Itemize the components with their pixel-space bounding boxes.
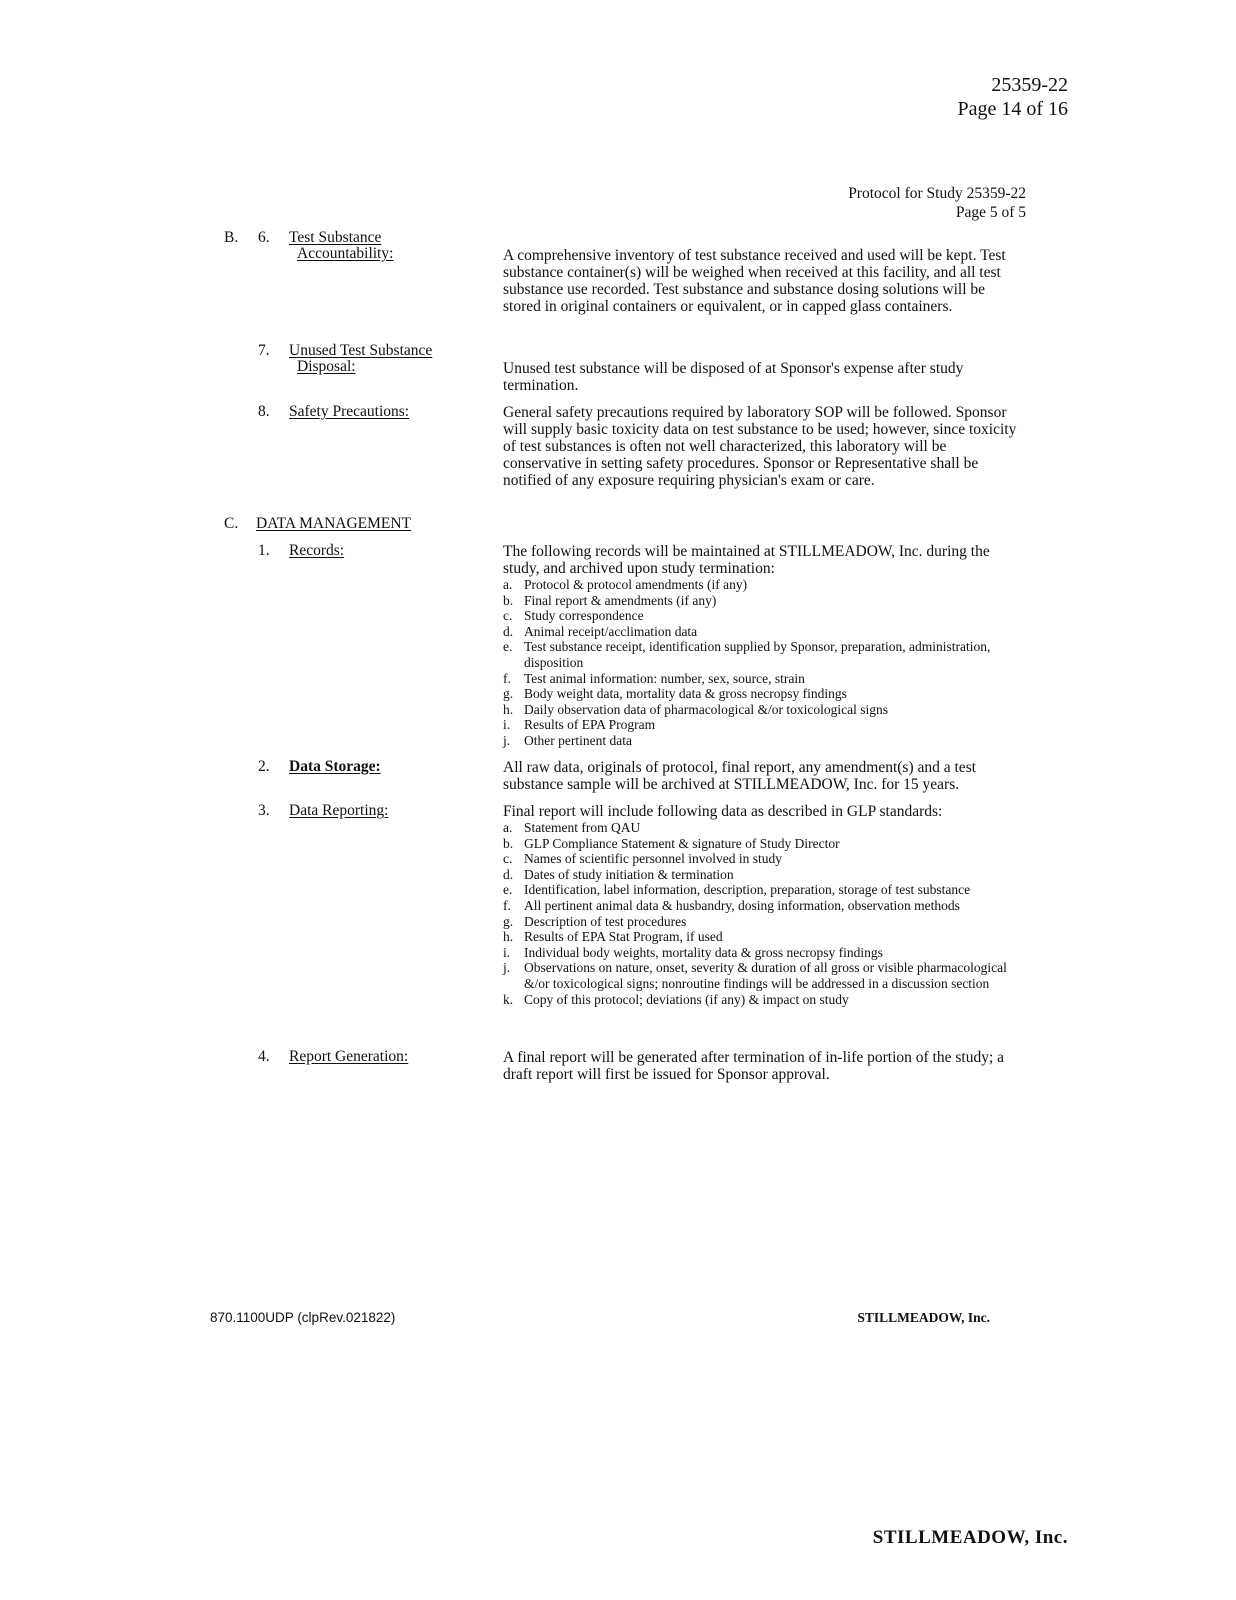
list-item-text: Results of EPA Stat Program, if used [524,929,723,945]
list-marker: f. [503,670,511,686]
list-item-text: Individual body weights, mortality data & gross necropsy findings [524,944,883,960]
item-b7-text: Unused test substance will be disposed of at Sponsor's expense after study termination. [503,360,964,394]
item-c4-label: Report Generation: [289,1048,409,1065]
list-marker: i. [503,944,511,960]
section-c-title: DATA MANAGEMENT [256,515,412,532]
list-marker: b. [503,592,514,608]
list-item-text: Names of scientific personnel involved in study [524,851,782,867]
item-b8-label: Safety Precautions: [289,403,410,420]
records-list-item [503,702,1023,718]
list-item-text: Results of EPA Program [524,717,656,733]
list-item-text: Observations on nature, onset, severity & duration of all gross or visible pharmacological &/or toxicological signs; nonroutine findings will be addressed in a discussion section [524,960,1007,991]
records-list [503,577,1023,749]
item-c2-label: Data Storage: [289,758,381,775]
protocol-header [848,184,1026,222]
reporting-list-item [503,820,1023,836]
list-marker: g. [503,913,514,929]
list-marker: d. [503,623,514,639]
records-list-item [503,686,1023,702]
item-c2-number: 2. [258,758,270,775]
item-b8-text: General safety precautions required by laboratory SOP will be followed. Sponsor will supply basic toxicity data on test substance to be used; however, since toxicity of test substances is often not well characterized, this laboratory will be conservative in setting safety procedures. Sponsor or Representative shall be notified of any exposure requiring physician's exam or care. [503,404,1017,489]
footer-company: STILLMEADOW, Inc. [857,1310,990,1325]
item-c1-number: 1. [258,542,270,559]
item-c1-label: Records: [289,542,345,559]
reporting-list-item [503,836,1023,852]
list-marker: c. [503,608,513,624]
item-b7-number: 7. [258,342,270,359]
section-c-letter: C. [224,515,239,532]
form-code: 870.1100UDP (clpRev.021822) [210,1310,396,1325]
list-item-text: Statement from QAU [524,820,641,835]
protocol-title: Protocol for Study 25359-22 [848,185,1026,202]
list-marker: k. [503,991,514,1007]
page-number: Page 14 of 16 [957,98,1068,120]
records-list-item [503,608,1023,624]
list-item-text: Final report & amendments (if any) [524,592,717,608]
records-list-item [503,717,1023,733]
item-c4-text: A final report will be generated after termination of in-life portion of the study; a draft report will first be issued for Sponsor approval. [503,1049,1005,1083]
list-marker: f. [503,897,511,913]
list-item-text: Dates of study initiation & termination [524,866,734,882]
item-b6-number: 6. [258,229,270,246]
records-list-item [503,593,1023,609]
list-item-text: All pertinent animal data & husbandry, dosing information, observation methods [524,897,960,913]
list-marker: c. [503,851,513,867]
records-list-item [503,671,1023,687]
item-c2-text: All raw data, originals of protocol, final report, any amendment(s) and a test substance sample will be archived at STILLMEADOW, Inc. for 15 years. [503,759,977,793]
list-marker: e. [503,882,513,898]
item-b6-text: A comprehensive inventory of test substance received and used will be kept. Test substance container(s) will be weighed when received at this facility, and all test substance use recorded. Test substance and substance dosing solutions will be stored in original containers or equivalent, or in capped glass containers. [503,247,1006,315]
item-b6-label: Test Substance Accountability: [289,229,394,262]
records-list-item [503,624,1023,640]
list-item-text: Identification, label information, description, preparation, storage of test substance [524,882,971,898]
records-block [503,543,1023,749]
list-item-text: Body weight data, mortality data & gross necropsy findings [524,686,847,702]
reporting-intro: Final report will include following data as described in GLP standards: [503,803,943,820]
document-number: 25359-22 [991,74,1068,96]
reporting-list-item [503,960,1023,991]
list-marker: g. [503,686,514,702]
reporting-list-item [503,851,1023,867]
list-item-text: Daily observation data of pharmacological &/or toxicological signs [524,701,889,717]
list-item-text: Study correspondence [524,608,644,624]
list-item-text: Description of test procedures [524,913,687,929]
list-item-text: Animal receipt/acclimation data [524,623,698,639]
list-marker: a. [503,577,513,592]
item-c3-number: 3. [258,802,270,819]
reporting-list-item [503,882,1023,898]
list-marker: i. [503,717,511,733]
list-marker: d. [503,866,514,882]
item-c4-number: 4. [258,1048,270,1065]
protocol-page: Page 5 of 5 [955,204,1026,221]
reporting-list-item [503,898,1023,914]
list-item-text: Test animal information: number, sex, source, strain [524,670,805,686]
list-marker: h. [503,701,514,717]
page-header [957,73,1068,121]
list-marker: j. [503,732,511,748]
reporting-list-item [503,914,1023,930]
reporting-list [503,820,1023,1007]
list-marker: e. [503,639,513,655]
list-marker: a. [503,820,513,835]
item-c3-label: Data Reporting: [289,802,389,819]
list-item-text: Protocol & protocol amendments (if any) [524,577,748,592]
reporting-block [503,803,1023,1007]
list-item-text: Test substance receipt, identification supplied by Sponsor, preparation, administration, disposition [524,639,991,670]
records-intro: The following records will be maintained at STILLMEADOW, Inc. during the study, and archived upon study termination: [503,543,990,577]
list-item-text: Other pertinent data [524,732,632,748]
reporting-list-item [503,867,1023,883]
reporting-list-item [503,929,1023,945]
reporting-list-item [503,992,1023,1008]
reporting-list-item [503,945,1023,961]
list-marker: h. [503,929,514,945]
records-list-item [503,733,1023,749]
records-list-item [503,577,1023,593]
item-b7-label: Unused Test Substance Disposal: [289,342,433,375]
corner-company: STILLMEADOW, Inc. [872,1527,1068,1548]
section-b-letter: B. [224,229,239,246]
list-item-text: GLP Compliance Statement & signature of Study Director [524,835,840,851]
records-list-item [503,639,1023,670]
list-marker: b. [503,835,514,851]
item-b8-number: 8. [258,403,270,420]
list-marker: j. [503,960,511,976]
list-item-text: Copy of this protocol; deviations (if any) & impact on study [524,991,849,1007]
